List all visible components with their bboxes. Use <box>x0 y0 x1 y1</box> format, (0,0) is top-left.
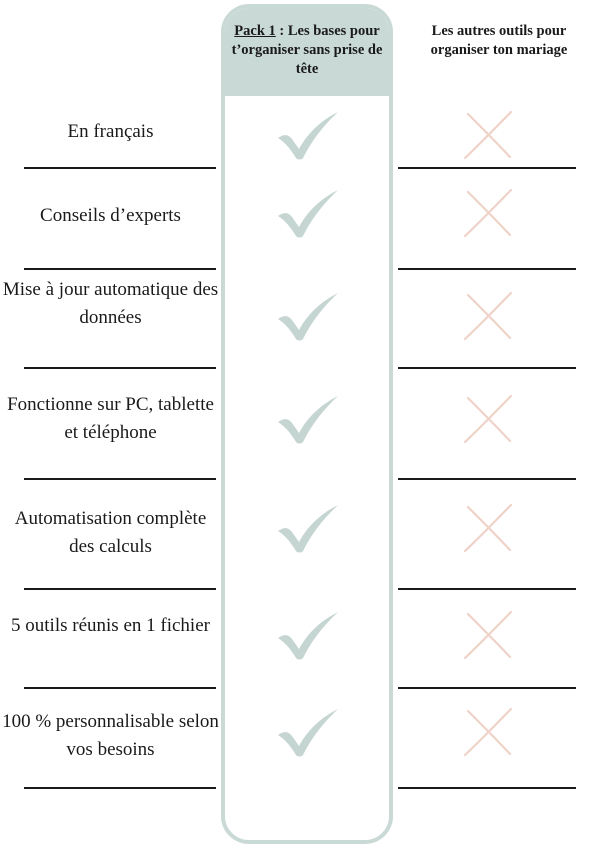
cross-icon <box>462 110 516 165</box>
row-divider <box>398 687 576 689</box>
row-divider <box>24 687 216 689</box>
row-divider <box>398 787 576 789</box>
check-icon <box>276 612 340 665</box>
row-divider <box>24 787 216 789</box>
row-divider <box>398 367 576 369</box>
feature-label: 100 % personnalisable selon vos besoins <box>2 711 219 760</box>
pack-title-rest: Les bases pour t’organiser sans prise de tête <box>231 23 383 77</box>
feature-label: En français <box>67 121 154 142</box>
row-divider <box>398 268 576 270</box>
check-icon <box>276 293 340 346</box>
check-icon <box>276 505 340 558</box>
cross-icon <box>462 503 516 558</box>
feature-label: Fonctionne sur PC, tablette et téléphone <box>7 394 214 443</box>
cross-icon <box>462 291 516 346</box>
feature-label: 5 outils réunis en 1 fichier <box>11 615 210 636</box>
row-divider <box>24 588 216 590</box>
row-divider <box>398 588 576 590</box>
check-icon <box>276 190 340 243</box>
feature-label: Automatisation complète des calculs <box>14 508 207 557</box>
cross-icon <box>462 188 516 243</box>
feature-label: Conseils d’experts <box>40 205 181 226</box>
cross-icon <box>462 394 516 449</box>
feature-label: Mise à jour automatique des données <box>2 279 219 328</box>
check-icon <box>276 709 340 762</box>
pack-column-title <box>224 22 390 79</box>
row-divider <box>24 478 216 480</box>
cross-icon <box>462 610 516 665</box>
row-divider <box>24 167 216 169</box>
row-divider <box>398 167 576 169</box>
others-column-title: Les autres outils pour organiser ton mariage <box>430 23 568 58</box>
check-icon <box>276 112 340 165</box>
cross-icon <box>462 707 516 762</box>
check-icon <box>276 396 340 449</box>
row-divider <box>24 367 216 369</box>
pack-title-separator: : <box>275 23 288 39</box>
pack-name: Pack 1 <box>234 23 276 39</box>
row-divider <box>24 268 216 270</box>
row-divider <box>398 478 576 480</box>
